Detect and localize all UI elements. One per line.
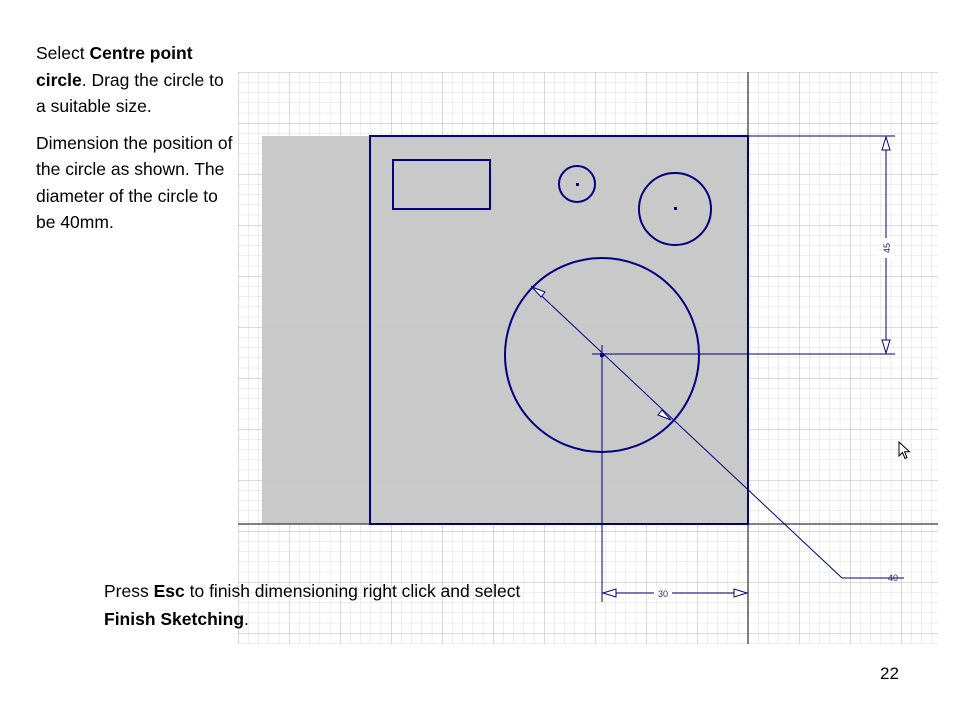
instruction-1-bold: Centre point circle <box>36 43 193 90</box>
footer-middle: to finish dimensioning right click and select <box>184 581 521 601</box>
instruction-step-1 <box>36 40 236 120</box>
part-face-grid <box>262 136 748 524</box>
page-number: 22 <box>880 664 899 683</box>
dim-text-diameter[interactable]: 40 <box>888 573 899 583</box>
footer-prefix: Press <box>104 581 154 601</box>
medium-circle-center <box>674 207 677 210</box>
footer-esc: Esc <box>153 581 185 601</box>
footer-instruction <box>104 577 574 633</box>
footer-finish-sketching: Finish Sketching <box>104 609 245 629</box>
footer-suffix: . <box>244 609 249 629</box>
instruction-step-2: Dimension the position of the circle as shown. The diameter of the circle to be 40mm. <box>36 132 233 232</box>
instruction-1-suffix: . Drag the circle to a suitable size. <box>36 69 224 116</box>
instruction-1-prefix: Select <box>36 43 90 63</box>
dim-text-horizontal[interactable]: 30 <box>657 589 669 599</box>
small-circle-center <box>576 183 579 186</box>
instruction-text <box>36 40 236 246</box>
dim-text-vertical[interactable]: 45 <box>882 242 892 254</box>
arrow-pointer-icon <box>898 441 912 461</box>
